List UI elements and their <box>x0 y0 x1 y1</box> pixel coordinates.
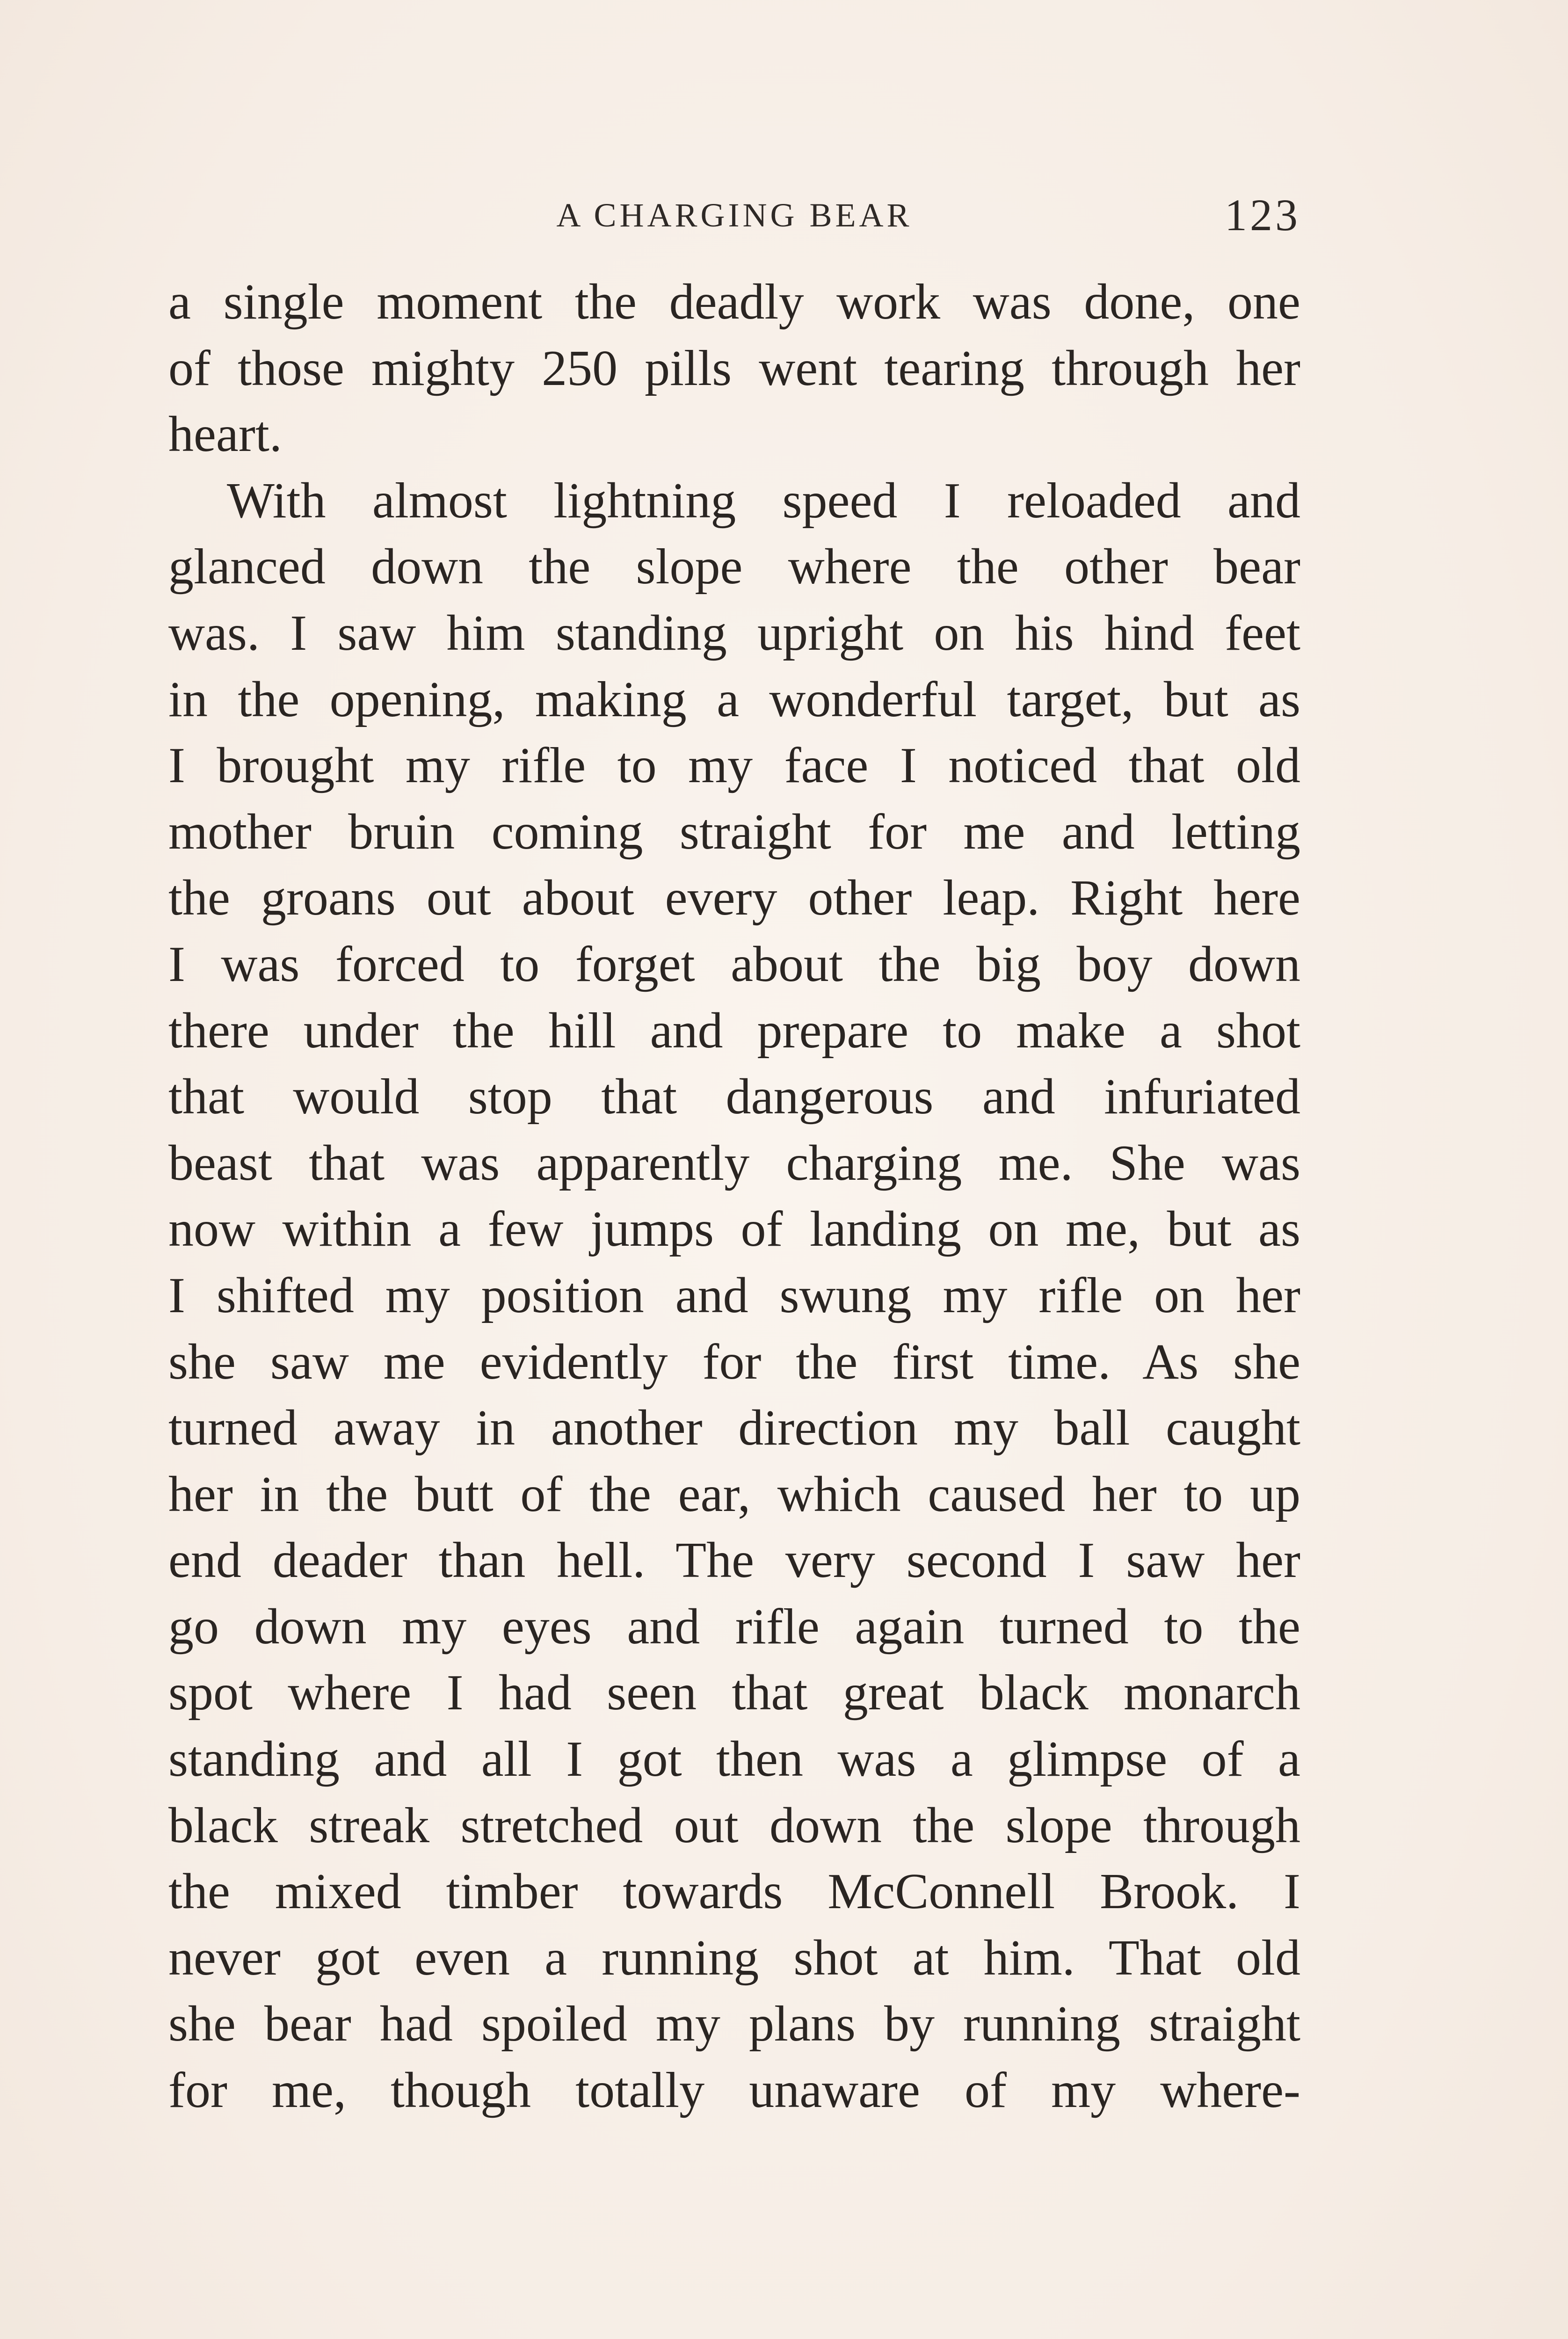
text-line: the groans out about every other leap. Right here <box>168 870 1300 926</box>
text-line: turned away in another direction my ball caught <box>168 1400 1300 1456</box>
chapter-title: A CHARGING BEAR <box>556 196 913 234</box>
paragraph-1 <box>168 269 1300 468</box>
text-line: I brought my rifle to my face I noticed that old <box>168 738 1300 794</box>
paragraph-2 <box>168 468 1300 2124</box>
text-line: With almost lightning speed I reloaded and <box>227 472 1300 529</box>
text-line: now within a few jumps of landing on me, but as <box>168 1201 1300 1257</box>
text-line: mother bruin coming straight for me and letting <box>168 804 1300 860</box>
running-head <box>168 189 1300 241</box>
body-text <box>168 269 1300 2124</box>
text-line: glanced down the slope where the other bear <box>168 539 1300 595</box>
text-line: for me, though totally unaware of my where- <box>168 2063 1300 2119</box>
text-line: I shifted my position and swung my rifle on her <box>168 1267 1300 1323</box>
text-line: was. I saw him standing upright on his hind feet <box>168 605 1300 661</box>
text-line: she saw me evidently for the first time. As she <box>168 1334 1300 1390</box>
text-line: I was forced to forget about the big boy down <box>168 936 1300 992</box>
text-line: her in the butt of the ear, which caused her to up <box>168 1466 1300 1522</box>
page-number: 123 <box>1225 190 1300 240</box>
text-line: in the opening, making a wonderful target, but as <box>168 671 1300 727</box>
text-line: spot where I had seen that great black monarch <box>168 1665 1300 1721</box>
text-line: heart. <box>168 407 282 463</box>
text-line: she bear had spoiled my plans by running straight <box>168 1996 1300 2052</box>
text-line: never got even a running shot at him. That old <box>168 1930 1300 1986</box>
text-line: the mixed timber towards McConnell Brook. I <box>168 1864 1300 1920</box>
text-line: of those mighty 250 pills went tearing through her <box>168 340 1300 396</box>
text-line: go down my eyes and rifle again turned to the <box>168 1598 1300 1655</box>
text-line: standing and all I got then was a glimpse of a <box>168 1731 1300 1787</box>
text-line: black streak stretched out down the slope through <box>168 1797 1300 1853</box>
text-line: beast that was apparently charging me. She was <box>168 1135 1300 1191</box>
text-line: there under the hill and prepare to make a shot <box>168 1002 1300 1059</box>
text-line: that would stop that dangerous and infuriated <box>168 1069 1300 1125</box>
text-line: end deader than hell. The very second I saw her <box>168 1533 1300 1589</box>
text-line: a single moment the deadly work was done, one <box>168 274 1300 330</box>
